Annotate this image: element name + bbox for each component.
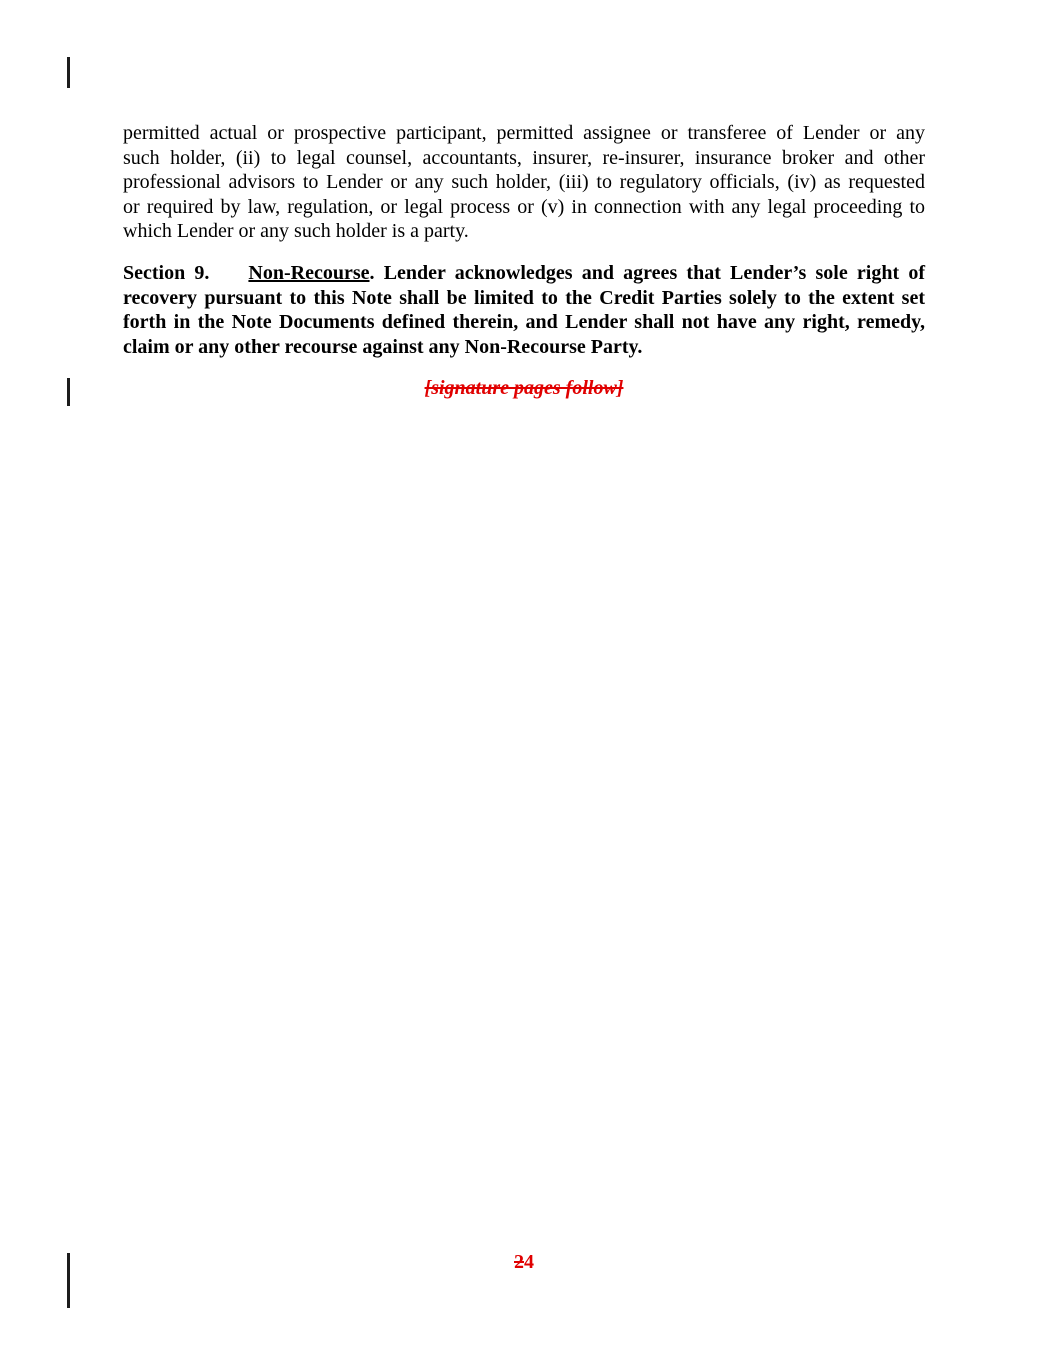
signature-notice-row xyxy=(123,376,925,401)
body-paragraph xyxy=(123,121,925,244)
page-number xyxy=(123,1250,925,1275)
paragraph-line: permitted actual or prospective participant, permitted assignee or transferee of Lender or any xyxy=(123,122,925,144)
section9-line: claim or any other recourse against any Non-Recourse Party. xyxy=(123,335,643,358)
signature-notice-deleted-text: [signature pages follow] xyxy=(424,377,624,399)
change-bar-signature-line xyxy=(67,378,70,406)
section9-line-rest: . Lender acknowledges and agrees that Lender’s sole right of xyxy=(369,262,925,284)
section9-paragraph xyxy=(123,261,925,359)
section9-line: recovery pursuant to this Note shall be limited to the Credit Parties solely to the extent set xyxy=(123,286,925,309)
section9-line: forth in the Note Documents defined therein, and Lender shall not have any right, remedy, xyxy=(123,311,925,333)
paragraph-line: such holder, (ii) to legal counsel, accountants, insurer, re-insurer, insurance broker and other xyxy=(123,146,925,169)
current-page-number: 4 xyxy=(524,1251,534,1273)
paragraph-line: which Lender or any such holder is a party. xyxy=(123,220,469,242)
section9-line xyxy=(123,261,925,286)
change-bar-top xyxy=(67,57,70,88)
struck-page-number: 2 xyxy=(514,1251,524,1273)
paragraph-line: or required by law, regulation, or legal process or (v) in connection with any legal proceeding to xyxy=(123,195,925,218)
paragraph-line: professional advisors to Lender or any such holder, (iii) to regulatory officials, (iv) as requested xyxy=(123,171,925,193)
section-label: Section 9. xyxy=(123,262,210,284)
section-heading: Non-Recourse xyxy=(248,262,370,284)
change-bar-page-number xyxy=(67,1253,70,1308)
